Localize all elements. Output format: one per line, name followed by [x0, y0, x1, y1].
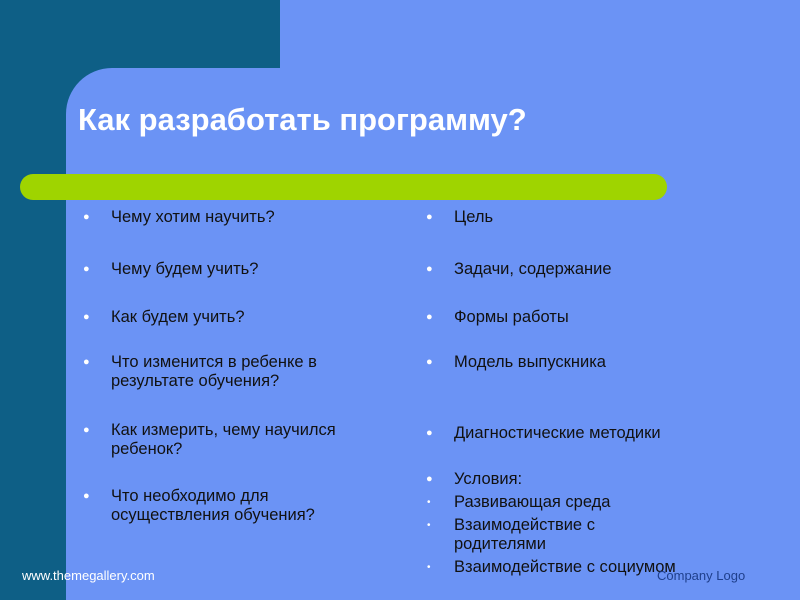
- list-item-label: Цель: [454, 208, 494, 226]
- list-item: [83, 308, 441, 327]
- list-item: [426, 353, 754, 372]
- title-divider-bar: [20, 174, 667, 200]
- list-item-label: Диагностические методики: [454, 424, 661, 442]
- list-item: [83, 260, 441, 279]
- background-top-block: [280, 0, 800, 68]
- list-item: [426, 260, 754, 279]
- list-item: [83, 208, 441, 227]
- list-item: [83, 421, 396, 459]
- list-item-label: Чему хотим научить?: [111, 208, 275, 226]
- bullet-icon: ●: [426, 211, 433, 223]
- list-item-label: Формы работы: [454, 308, 569, 326]
- footer-website-link[interactable]: www.themegallery.com: [22, 568, 155, 583]
- sub-bullet-icon: •: [427, 497, 431, 508]
- list-item: [83, 353, 381, 391]
- list-item-label: Что изменится в ребенке в результате обучения?: [111, 353, 317, 390]
- list-item-label: Как будем учить?: [111, 308, 245, 326]
- bullet-icon: ●: [83, 424, 90, 436]
- sub-list-item-label: Взаимодействие с родителями: [454, 516, 595, 553]
- bullet-icon: ●: [83, 356, 90, 368]
- list-item: [83, 487, 376, 525]
- sub-list-item-label: Взаимодействие с социумом: [454, 558, 676, 576]
- bullet-icon: ●: [83, 490, 90, 502]
- list-item-label: Чему будем учить?: [111, 260, 259, 278]
- list-item-label: Как измерить, чему научился ребенок?: [111, 421, 336, 458]
- bullet-icon: ●: [426, 263, 433, 275]
- bullet-icon: ●: [83, 311, 90, 323]
- bullet-icon: ●: [426, 311, 433, 323]
- bullet-icon: ●: [83, 211, 90, 223]
- bullet-icon: ●: [426, 356, 433, 368]
- sub-list-item-label: Развивающая среда: [454, 493, 611, 511]
- sub-bullet-icon: •: [427, 562, 431, 573]
- list-item-label: Что необходимо для осуществления обучения?: [111, 487, 315, 524]
- bullet-icon: ●: [426, 427, 433, 439]
- list-item: [426, 470, 754, 489]
- bullet-icon: ●: [426, 473, 433, 485]
- list-item-label: Модель выпускника: [454, 353, 606, 371]
- footer-company-logo: Company Logo: [657, 568, 746, 583]
- slide-title: Как разработать программу?: [78, 102, 527, 137]
- list-item: [426, 208, 754, 227]
- sub-bullet-icon: •: [427, 520, 431, 531]
- list-item-label: Условия:: [454, 470, 523, 488]
- list-item: [426, 308, 754, 327]
- sub-list-item: [427, 516, 674, 554]
- bullet-icon: ●: [83, 263, 90, 275]
- list-item-label: Задачи, содержание: [454, 260, 612, 278]
- list-item: [426, 424, 754, 443]
- sub-list-item: [427, 493, 754, 512]
